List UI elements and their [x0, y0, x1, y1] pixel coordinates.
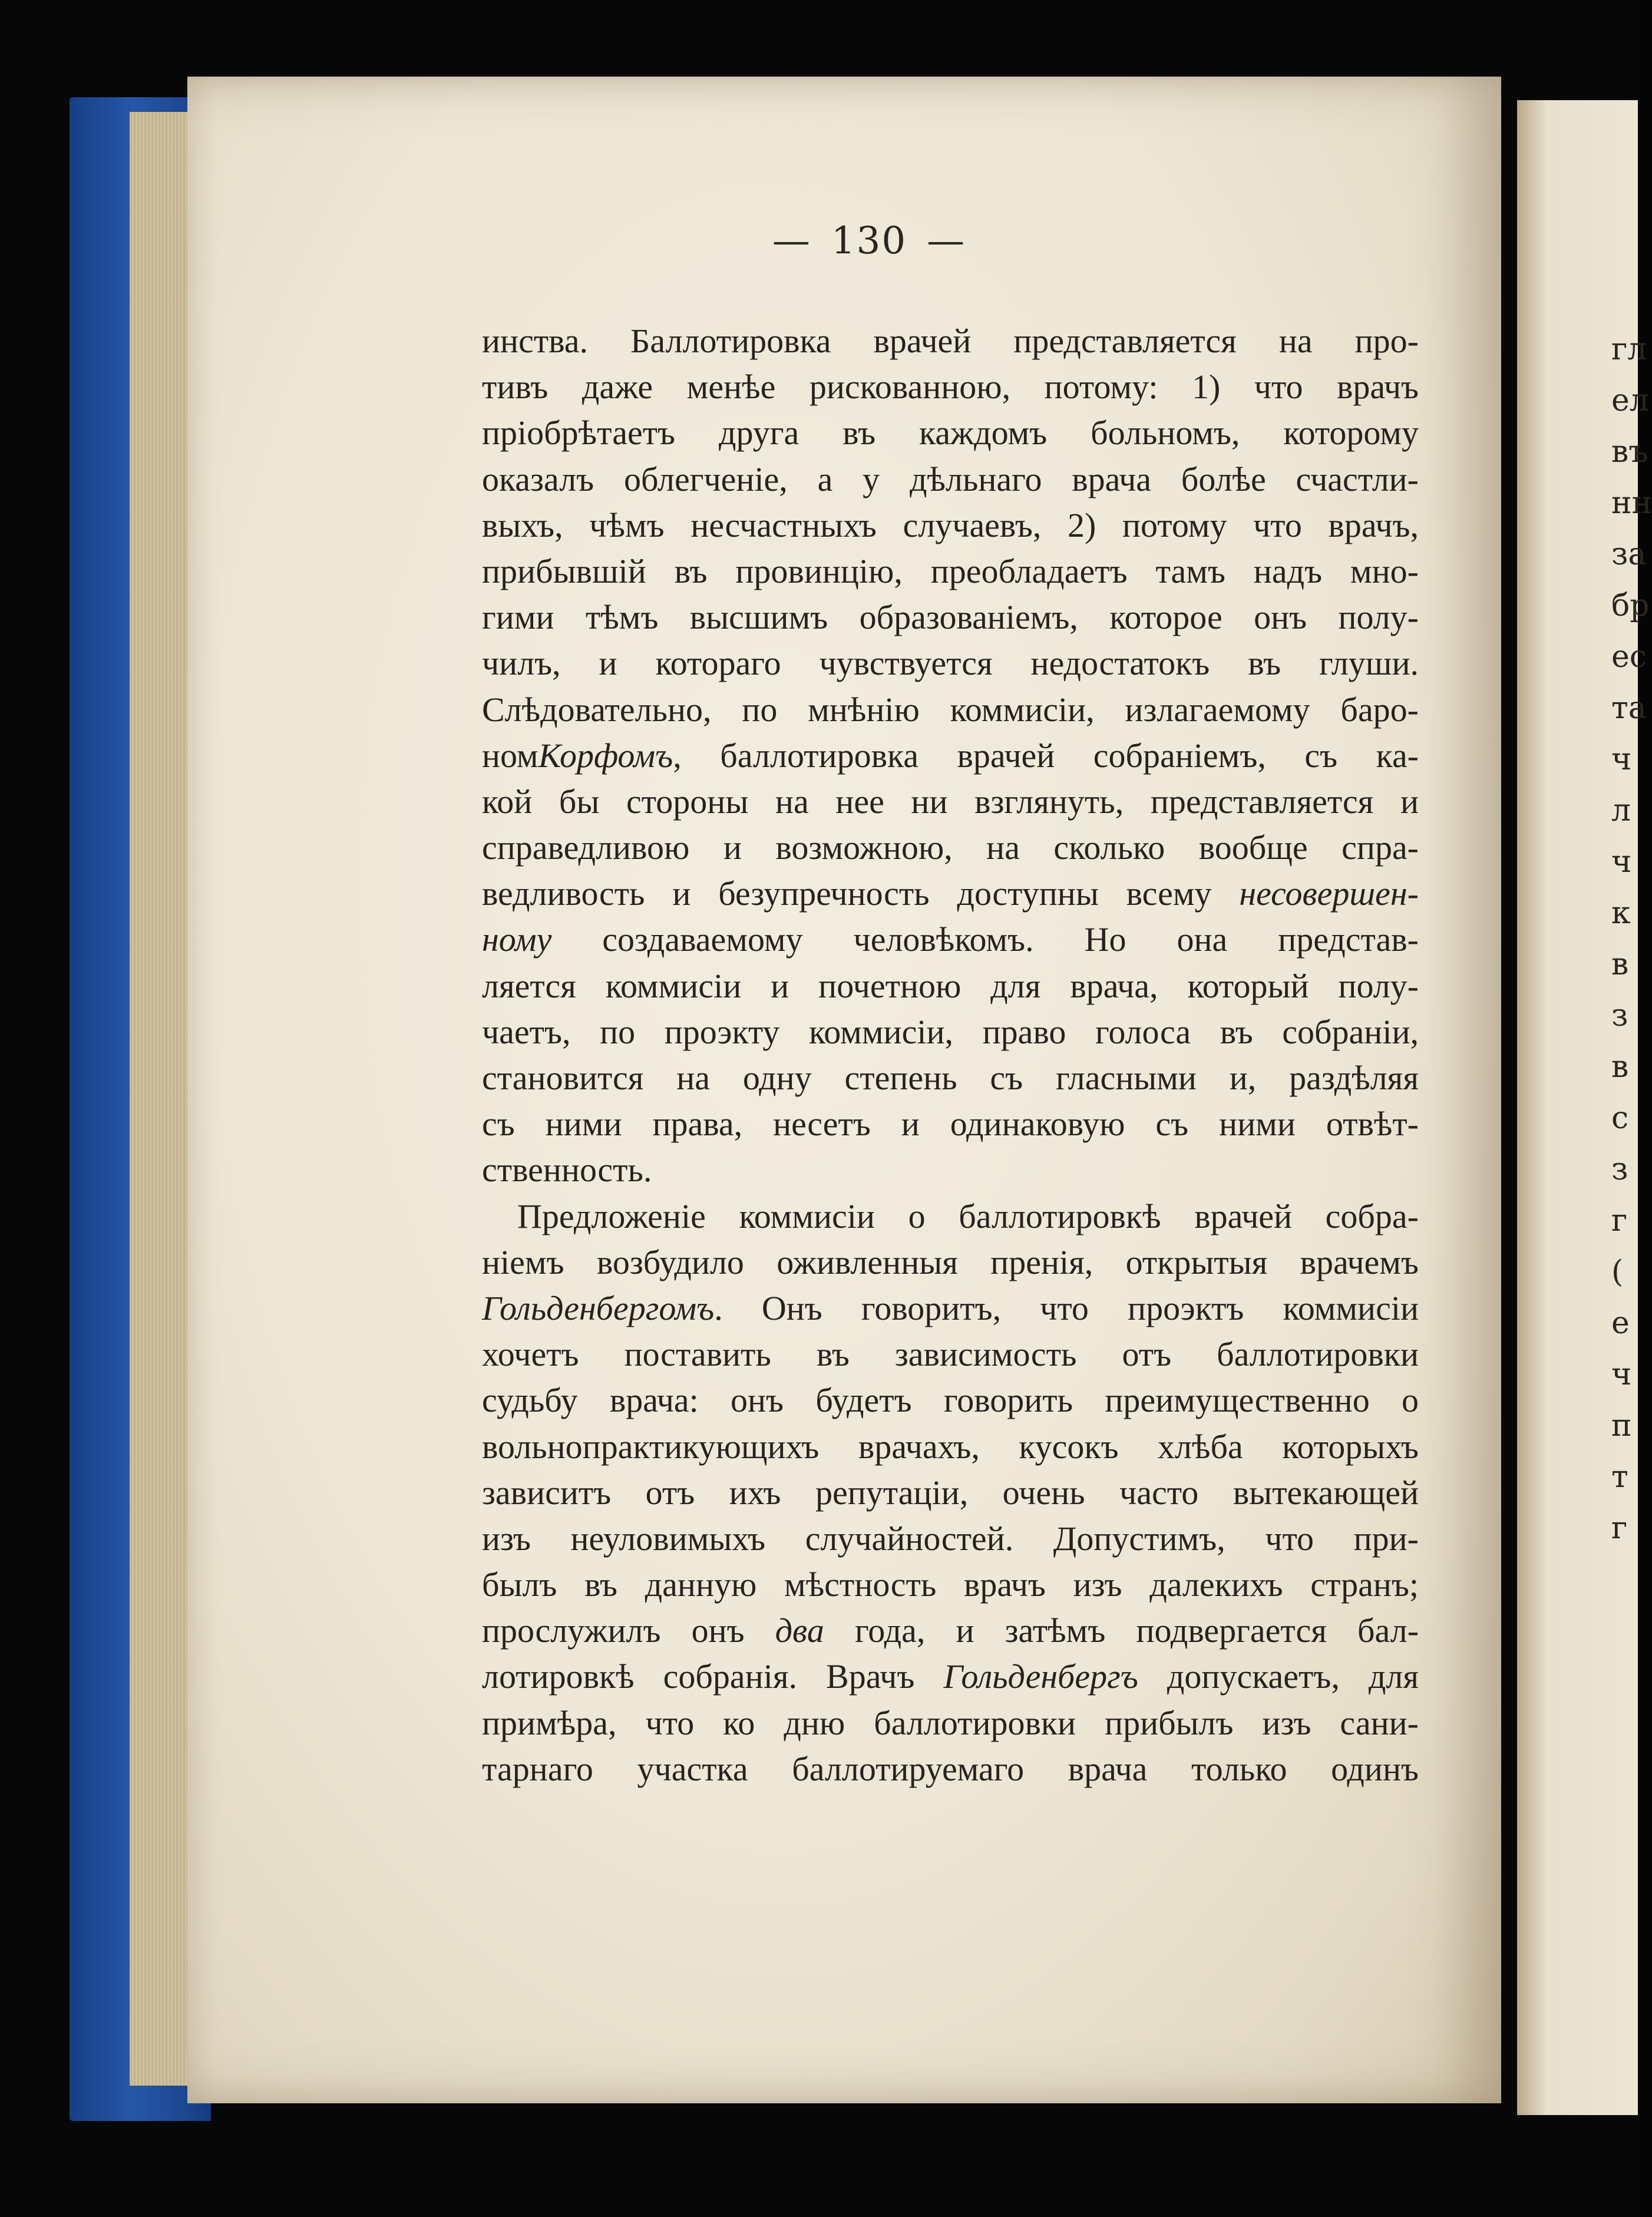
text-line: инства. Баллотировка врачей представляется на про- — [482, 322, 1419, 360]
italic-name: ному — [482, 920, 552, 959]
facing-page-fragment: в — [1611, 947, 1629, 982]
text-line: зависитъ отъ ихъ репутаціи, очень часто вытекающей — [482, 1473, 1419, 1512]
text-line: съ ними права, несетъ и одинаковую съ ними отвѣт- — [482, 1105, 1419, 1144]
facing-page-fragment: п — [1611, 1408, 1632, 1443]
facing-page-fragment: с — [1611, 1101, 1629, 1136]
facing-page-text-fragments — [1611, 324, 1652, 1554]
facing-page-fragment: нн — [1611, 485, 1652, 521]
header-dash-right: — — [927, 219, 966, 263]
text-line: ному создаваемому человѣкомъ. Но она представ- — [482, 920, 1419, 959]
text-line: гими тѣмъ высшимъ образованіемъ, которое онъ полу- — [482, 598, 1419, 637]
text-line: справедливою и возможною, на сколько вообще спра- — [482, 828, 1419, 867]
facing-page-fragment: ч — [1611, 742, 1632, 777]
page-number: 130 — [831, 219, 907, 263]
text-line: ственность. — [482, 1151, 652, 1190]
text-line: Слѣдовательно, по мнѣнію коммисіи, излагаемому баро- — [482, 690, 1419, 729]
text-line: кой бы стороны на нее ни взглянуть, представляется и — [482, 782, 1419, 821]
facing-page-fragment: л — [1611, 793, 1631, 828]
facing-page-fragment: е — [1611, 1306, 1630, 1341]
facing-page-fragment: ч — [1611, 1357, 1632, 1392]
page-header — [0, 219, 1638, 263]
facing-page-fragment: т — [1611, 1459, 1628, 1495]
text-line: тарнаго участка баллотируемаго врача только одинъ — [482, 1749, 1419, 1788]
text-line: чилъ, и котораго чувствуется недостатокъ въ глуши. — [482, 644, 1419, 683]
facing-page-fragment: ес — [1611, 639, 1647, 675]
text-line: лотировкѣ собранія. Врачъ Гольденбергъ допускаетъ, для — [482, 1657, 1419, 1696]
text-line: Гольденбергомъ. Онъ говоритъ, что проэктъ коммисіи — [482, 1288, 1419, 1327]
facing-page-fragment: ел — [1611, 383, 1649, 418]
facing-page-fragment: з — [1611, 1152, 1628, 1187]
facing-page-fragment: г — [1611, 1203, 1628, 1238]
text-line: хочетъ поставить въ зависимость отъ баллотировки — [482, 1335, 1419, 1374]
text-line: пріобрѣтаетъ друга въ каждомъ больномъ, которому — [482, 414, 1419, 452]
facing-page-fragment: та — [1611, 690, 1647, 726]
body-text — [482, 318, 1419, 1792]
italic-name: Гольденбергъ — [943, 1657, 1138, 1696]
text-line: становится на одну степень съ гласными и, раздѣляя — [482, 1059, 1419, 1097]
facing-page-fragment: з — [1611, 998, 1628, 1033]
facing-page-fragment: в — [1611, 1049, 1629, 1085]
facing-page-fragment: ч — [1611, 844, 1632, 880]
text-line: прослужилъ онъ два года, и затѣмъ подвергается бал- — [482, 1611, 1419, 1650]
facing-page-fragment: бр — [1611, 588, 1650, 623]
facing-page-fragment: г — [1611, 1511, 1628, 1546]
text-line: чаетъ, по проэкту коммисіи, право голоса въ собраніи, — [482, 1012, 1419, 1051]
facing-page-fragment: за — [1611, 537, 1647, 572]
header-dash-left: — — [772, 219, 811, 263]
italic-name: несовершен- — [1239, 874, 1419, 913]
italic-name: Корфомъ — [538, 736, 673, 775]
text-line: примѣра, что ко дню баллотировки прибылъ изъ сани- — [482, 1703, 1419, 1742]
text-line: былъ въ данную мѣстность врачъ изъ далекихъ странъ; — [482, 1565, 1419, 1604]
facing-page-fragment: к — [1611, 896, 1631, 931]
facing-page-fragment: гл — [1611, 332, 1647, 367]
text-line: Предложеніе коммисіи о баллотировкѣ врачей собра- — [517, 1197, 1419, 1235]
text-line: прибывшій въ провинцію, преобладаетъ тамъ надъ мно- — [482, 551, 1419, 590]
text-line: изъ неуловимыхъ случайностей. Допустимъ, что при- — [482, 1519, 1419, 1558]
text-line: ведливость и безупречность доступны всему несовершен- — [482, 874, 1419, 913]
text-line: вольнопрактикующихъ врачахъ, кусокъ хлѣба которыхъ — [482, 1427, 1419, 1466]
text-line: судьбу врача: онъ будетъ говорить преимущественно о — [482, 1381, 1419, 1420]
italic-name: Гольденбергомъ — [482, 1288, 715, 1327]
text-line: номКорфомъ, баллотировка врачей собраніемъ, съ ка- — [482, 736, 1419, 775]
text-line: тивъ даже менѣе рискованною, потому: 1) что врачъ — [482, 368, 1419, 407]
facing-page-fragment: ( — [1611, 1254, 1624, 1290]
italic-name: два — [775, 1611, 824, 1650]
text-line: выхъ, чѣмъ несчастныхъ случаевъ, 2) потому что врачъ, — [482, 505, 1419, 544]
text-line: ляется коммисіи и почетною для врача, который полу- — [482, 966, 1419, 1005]
text-line: ніемъ возбудило оживленныя пренія, открытыя врачемъ — [482, 1243, 1419, 1281]
facing-page-fragment: въ — [1611, 434, 1648, 470]
text-line: оказалъ облегченіе, а у дѣльнаго врача болѣе счастли- — [482, 460, 1419, 498]
